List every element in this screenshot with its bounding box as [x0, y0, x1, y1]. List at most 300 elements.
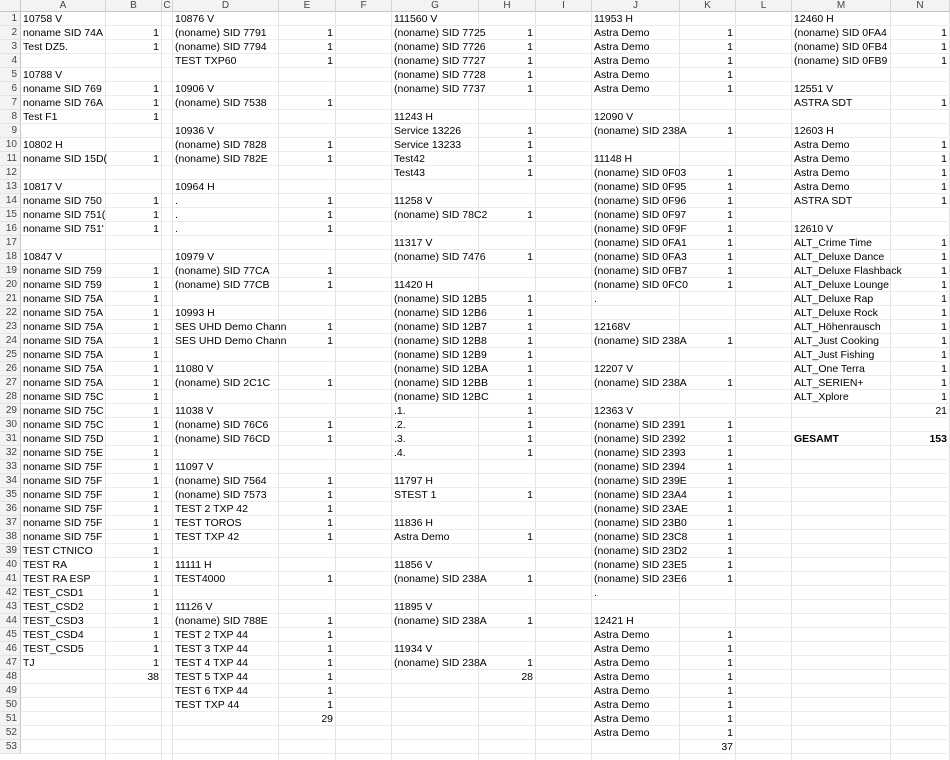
cell-label[interactable]: Astra Demo: [794, 181, 850, 193]
row-header[interactable]: 45: [0, 628, 21, 642]
column-header[interactable]: N: [891, 0, 950, 12]
row-header[interactable]: 5: [0, 68, 21, 82]
cell-label[interactable]: 111560 V: [394, 13, 438, 25]
cell-label[interactable]: Test43: [394, 167, 425, 179]
cell-value[interactable]: 1: [527, 377, 533, 389]
cell-label[interactable]: .: [175, 195, 178, 207]
cell-label[interactable]: 10802 H: [23, 139, 63, 151]
cell-label[interactable]: (noname) SID 77CB: [175, 279, 270, 291]
cell-label[interactable]: ALT_Just Fishing: [794, 349, 875, 361]
cell-value[interactable]: 1: [153, 531, 159, 543]
cell-label[interactable]: 12610 V: [794, 223, 834, 235]
row-header[interactable]: 25: [0, 348, 21, 362]
cell-value[interactable]: 1: [941, 195, 947, 207]
cell-value[interactable]: 1: [941, 307, 947, 319]
cell-label[interactable]: Astra Demo: [594, 69, 650, 81]
cell-value[interactable]: 1: [327, 55, 333, 67]
cell-value[interactable]: 1: [527, 419, 533, 431]
cell-label[interactable]: 11420 H: [394, 279, 433, 291]
row-header[interactable]: 30: [0, 418, 21, 432]
row-header[interactable]: 34: [0, 474, 21, 488]
cell-label[interactable]: noname SID 75A: [23, 377, 103, 389]
row-header[interactable]: 4: [0, 54, 21, 68]
cell-label[interactable]: (noname) SID 23A4: [594, 489, 687, 501]
cell-value[interactable]: 1: [527, 55, 533, 67]
cell-value[interactable]: 1: [727, 279, 733, 291]
cell-label[interactable]: (noname) SID 0FA4: [794, 27, 887, 39]
cell-label[interactable]: noname SID 75A: [23, 293, 103, 305]
cell-label[interactable]: 11097 V: [175, 461, 214, 473]
row-header[interactable]: 17: [0, 236, 21, 250]
cell-value[interactable]: 1: [527, 657, 533, 669]
cell-value[interactable]: 1: [327, 433, 333, 445]
cell-label[interactable]: TEST 5 TXP 44: [175, 671, 248, 683]
cell-label[interactable]: (noname) SID 0F95: [594, 181, 687, 193]
cell-label[interactable]: Astra Demo: [594, 629, 650, 641]
cell-value[interactable]: 1: [153, 629, 159, 641]
cell-label[interactable]: (noname) SID 788E: [175, 615, 268, 627]
cell-value[interactable]: 1: [527, 27, 533, 39]
cell-value[interactable]: 1: [153, 601, 159, 613]
cell-label[interactable]: 11934 V: [394, 643, 433, 655]
cell-value[interactable]: 1: [727, 545, 733, 557]
cell-value[interactable]: 1: [727, 629, 733, 641]
cell-value[interactable]: 1: [727, 55, 733, 67]
cell-value[interactable]: 1: [327, 97, 333, 109]
cell-value[interactable]: 1: [327, 573, 333, 585]
cell-label[interactable]: (noname) SID 77CA: [175, 265, 270, 277]
cell-label[interactable]: noname SID 15D(: [23, 153, 108, 165]
cell-value[interactable]: 1: [527, 447, 533, 459]
cell-label[interactable]: 10788 V: [23, 69, 63, 81]
cell-value[interactable]: 1: [941, 153, 947, 165]
cell-label[interactable]: (noname) SID 12BB: [394, 377, 488, 389]
cell-value[interactable]: 1: [941, 251, 947, 263]
cell-value[interactable]: 1: [527, 391, 533, 403]
cell-label[interactable]: noname SID 76A: [23, 97, 103, 109]
cell-label[interactable]: TEST RA: [23, 559, 68, 571]
cell-value[interactable]: 1: [727, 461, 733, 473]
cell-value[interactable]: 1: [327, 685, 333, 697]
row-header[interactable]: 6: [0, 82, 21, 96]
cell-value[interactable]: 1: [727, 713, 733, 725]
cell-value[interactable]: 28: [521, 671, 533, 683]
cell-value[interactable]: 1: [153, 363, 159, 375]
cell-label[interactable]: noname SID 75F: [23, 503, 103, 515]
cell-label[interactable]: Astra Demo: [594, 671, 650, 683]
cell-value[interactable]: 1: [153, 153, 159, 165]
cell-value[interactable]: 1: [327, 153, 333, 165]
cell-label[interactable]: 12421 H: [594, 615, 634, 627]
cell-label[interactable]: noname SID 75E: [23, 447, 103, 459]
cell-label[interactable]: 12551 V: [794, 83, 834, 95]
row-header[interactable]: 2: [0, 26, 21, 40]
cell-value[interactable]: 1: [327, 419, 333, 431]
row-header[interactable]: 1: [0, 12, 21, 26]
cell-label[interactable]: noname SID 75F: [23, 461, 103, 473]
cell-label[interactable]: ALT_Höhenrausch: [794, 321, 881, 333]
cell-label[interactable]: (noname) SID 7564: [175, 475, 267, 487]
cell-label[interactable]: noname SID 75A: [23, 321, 103, 333]
cell-label[interactable]: Astra Demo: [794, 153, 850, 165]
cell-label[interactable]: .1.: [394, 405, 406, 417]
cell-label[interactable]: .2.: [394, 419, 406, 431]
cell-value[interactable]: 1: [941, 363, 947, 375]
cell-label[interactable]: Astra Demo: [594, 41, 650, 53]
cell-value[interactable]: 1: [941, 377, 947, 389]
cell-label[interactable]: (noname) SID 0FA1: [594, 237, 687, 249]
cell-label[interactable]: (noname) SID 0F97: [594, 209, 687, 221]
cell-value[interactable]: 1: [527, 125, 533, 137]
cell-label[interactable]: .3.: [394, 433, 406, 445]
cell-label[interactable]: (noname) SID 12BA: [394, 363, 488, 375]
row-header[interactable]: 11: [0, 152, 21, 166]
cell-label[interactable]: 11111 H: [175, 559, 212, 571]
cell-value[interactable]: 1: [727, 265, 733, 277]
cell-value[interactable]: 1: [153, 447, 159, 459]
cell-label[interactable]: Astra Demo: [594, 727, 650, 739]
cell-label[interactable]: ALT_Deluxe Rock: [794, 307, 878, 319]
cell-label[interactable]: TEST 2 TXP 44: [175, 629, 248, 641]
row-header[interactable]: 50: [0, 698, 21, 712]
cell-value[interactable]: 1: [727, 237, 733, 249]
cell-value[interactable]: 1: [153, 517, 159, 529]
cell-value[interactable]: 1: [527, 433, 533, 445]
cell-label[interactable]: TEST_CSD2: [23, 601, 84, 613]
cell-label[interactable]: (noname) SID 7828: [175, 139, 267, 151]
cell-label[interactable]: noname SID 75F: [23, 475, 103, 487]
cell-value[interactable]: 1: [153, 335, 159, 347]
cell-value[interactable]: 1: [327, 265, 333, 277]
column-header[interactable]: A: [21, 0, 106, 12]
cell-value[interactable]: 153: [929, 433, 947, 445]
cell-label[interactable]: noname SID 75A: [23, 335, 103, 347]
row-header[interactable]: 28: [0, 390, 21, 404]
cell-value[interactable]: 1: [153, 615, 159, 627]
cell-value[interactable]: 1: [727, 209, 733, 221]
cell-value[interactable]: 1: [527, 167, 533, 179]
cell-value[interactable]: 1: [727, 167, 733, 179]
cell-label[interactable]: ALT_Deluxe Lounge: [794, 279, 889, 291]
cell-label[interactable]: Test F1: [23, 111, 58, 123]
cell-value[interactable]: 1: [527, 349, 533, 361]
cell-label[interactable]: Astra Demo: [594, 713, 650, 725]
cell-value[interactable]: 1: [153, 293, 159, 305]
cell-value[interactable]: 1: [153, 433, 159, 445]
cell-value[interactable]: 1: [941, 265, 947, 277]
column-header[interactable]: G: [392, 0, 479, 12]
cell-value[interactable]: 1: [527, 335, 533, 347]
cell-label[interactable]: (noname) SID 7737: [394, 83, 486, 95]
cell-label[interactable]: noname SID 75F: [23, 489, 103, 501]
cell-label[interactable]: noname SID 75A: [23, 363, 103, 375]
cell-label[interactable]: .: [594, 293, 597, 305]
row-header[interactable]: 43: [0, 600, 21, 614]
row-header[interactable]: 14: [0, 194, 21, 208]
row-header[interactable]: 51: [0, 712, 21, 726]
cell-value[interactable]: 1: [153, 349, 159, 361]
cell-label[interactable]: noname SID 75C: [23, 405, 104, 417]
cell-label[interactable]: TEST_CSD1: [23, 587, 84, 599]
cell-label[interactable]: 11856 V: [394, 559, 433, 571]
cell-value[interactable]: 1: [727, 419, 733, 431]
cell-label[interactable]: Astra Demo: [594, 83, 650, 95]
cell-value[interactable]: 1: [153, 307, 159, 319]
cell-label[interactable]: Test DZ5.: [23, 41, 68, 53]
cell-value[interactable]: 1: [327, 531, 333, 543]
cell-value[interactable]: 1: [327, 657, 333, 669]
cell-label[interactable]: 12603 H: [794, 125, 834, 137]
cell-value[interactable]: 1: [153, 209, 159, 221]
cell-value[interactable]: 1: [941, 41, 947, 53]
cell-label[interactable]: ALT_Deluxe Rap: [794, 293, 874, 305]
column-header[interactable]: J: [592, 0, 680, 12]
row-header[interactable]: 33: [0, 460, 21, 474]
cell-label[interactable]: 11080 V: [175, 363, 214, 375]
cell-value[interactable]: 1: [727, 433, 733, 445]
cell-label[interactable]: noname SID 769: [23, 83, 102, 95]
cell-label[interactable]: noname SID 75F: [23, 531, 103, 543]
cell-value[interactable]: 1: [153, 41, 159, 53]
cell-label[interactable]: TJ: [23, 657, 35, 669]
cell-label[interactable]: TEST TOROS: [175, 517, 242, 529]
cell-label[interactable]: (noname) SID 2394: [594, 461, 686, 473]
cell-label[interactable]: Astra Demo: [594, 699, 650, 711]
cell-value[interactable]: 1: [527, 307, 533, 319]
cell-label[interactable]: noname SID 75C: [23, 419, 104, 431]
cell-label[interactable]: noname SID 759: [23, 279, 102, 291]
column-header[interactable]: D: [173, 0, 279, 12]
cell-label[interactable]: (noname) SID 12BC: [394, 391, 489, 403]
cell-value[interactable]: 1: [941, 139, 947, 151]
cell-label[interactable]: Astra Demo: [594, 27, 650, 39]
cell-label[interactable]: (noname) SID 7728: [394, 69, 486, 81]
cell-label[interactable]: (noname) SID 12B6: [394, 307, 487, 319]
cell-value[interactable]: 1: [727, 251, 733, 263]
cell-value[interactable]: 1: [327, 517, 333, 529]
cell-label[interactable]: STEST 1: [394, 489, 437, 501]
row-header[interactable]: 35: [0, 488, 21, 502]
cell-value[interactable]: 1: [941, 335, 947, 347]
cell-value[interactable]: 1: [727, 727, 733, 739]
cell-label[interactable]: (noname) SID 23E6: [594, 573, 687, 585]
cell-value[interactable]: 1: [153, 195, 159, 207]
cell-value[interactable]: 37: [721, 741, 733, 753]
cell-label[interactable]: (noname) SID 0FB9: [794, 55, 888, 67]
cell-label[interactable]: (noname) SID 2393: [594, 447, 686, 459]
row-header[interactable]: 20: [0, 278, 21, 292]
row-header[interactable]: 15: [0, 208, 21, 222]
row-header[interactable]: 52: [0, 726, 21, 740]
cell-label[interactable]: TEST CTNICO: [23, 545, 93, 557]
cell-value[interactable]: 1: [153, 111, 159, 123]
cell-label[interactable]: ALT_Just Cooking: [794, 335, 880, 347]
cell-value[interactable]: 1: [153, 475, 159, 487]
column-header[interactable]: B: [106, 0, 162, 12]
cell-label[interactable]: 12363 V: [594, 405, 634, 417]
cell-label[interactable]: ALT_Xplore: [794, 391, 849, 403]
cell-value[interactable]: 1: [153, 265, 159, 277]
cell-label[interactable]: 12460 H: [794, 13, 834, 25]
cell-label[interactable]: Test42: [394, 153, 425, 165]
row-header[interactable]: 19: [0, 264, 21, 278]
cell-label[interactable]: (noname) SID 0FA3: [594, 251, 687, 263]
cell-label[interactable]: (noname) SID 0FB4: [794, 41, 888, 53]
cell-label[interactable]: (noname) SID 238A: [394, 657, 487, 669]
cell-label[interactable]: Astra Demo: [794, 167, 850, 179]
cell-label[interactable]: (noname) SID 0F96: [594, 195, 687, 207]
cell-value[interactable]: 1: [527, 209, 533, 221]
cell-value[interactable]: 1: [941, 321, 947, 333]
cell-label[interactable]: (noname) SID 12B5: [394, 293, 487, 305]
cell-value[interactable]: 1: [327, 629, 333, 641]
cell-value[interactable]: 1: [153, 587, 159, 599]
cell-value[interactable]: 1: [153, 97, 159, 109]
cell-value[interactable]: 1: [327, 27, 333, 39]
cell-value[interactable]: 1: [727, 685, 733, 697]
cell-label[interactable]: (noname) SID 0FB7: [594, 265, 688, 277]
cell-label[interactable]: (noname) SID 12B7: [394, 321, 487, 333]
cell-label[interactable]: 10979 V: [175, 251, 215, 263]
cell-label[interactable]: 12207 V: [594, 363, 634, 375]
cell-label[interactable]: SES UHD Demo Chann: [175, 321, 287, 333]
cell-value[interactable]: 1: [941, 349, 947, 361]
cell-label[interactable]: 10847 V: [23, 251, 63, 263]
cell-value[interactable]: 1: [727, 83, 733, 95]
row-header[interactable]: 21: [0, 292, 21, 306]
row-header[interactable]: 40: [0, 558, 21, 572]
cell-label[interactable]: (noname) SID 238A: [394, 615, 487, 627]
cell-label[interactable]: (noname) SID 7791: [175, 27, 267, 39]
row-header[interactable]: 47: [0, 656, 21, 670]
row-header[interactable]: 38: [0, 530, 21, 544]
column-header[interactable]: C: [162, 0, 173, 12]
cell-label[interactable]: (noname) SID 7725: [394, 27, 486, 39]
cell-label[interactable]: 11148 H: [594, 153, 633, 165]
cell-value[interactable]: 1: [727, 475, 733, 487]
cell-label[interactable]: 10876 V: [175, 13, 215, 25]
cell-label[interactable]: (noname) SID 23B0: [594, 517, 687, 529]
cell-label[interactable]: (noname) SID 2391: [594, 419, 686, 431]
row-header[interactable]: 37: [0, 516, 21, 530]
cell-value[interactable]: 1: [727, 643, 733, 655]
cell-value[interactable]: 1: [327, 489, 333, 501]
cell-label[interactable]: .4.: [394, 447, 406, 459]
cell-label[interactable]: 11038 V: [175, 405, 214, 417]
cell-value[interactable]: 1: [527, 573, 533, 585]
cell-label[interactable]: 11317 V: [394, 237, 433, 249]
cell-value[interactable]: 1: [727, 657, 733, 669]
cell-label[interactable]: TEST TXP 44: [175, 699, 240, 711]
cell-label[interactable]: 10993 H: [175, 307, 215, 319]
cell-label[interactable]: (noname) SID 238A: [394, 573, 487, 585]
cell-label[interactable]: noname SID 750: [23, 195, 102, 207]
cell-value[interactable]: 1: [327, 279, 333, 291]
cell-label[interactable]: noname SID 75A: [23, 349, 103, 361]
row-header[interactable]: 22: [0, 306, 21, 320]
cell-label[interactable]: 10936 V: [175, 125, 215, 137]
cell-label[interactable]: (noname) SID 238A: [594, 335, 687, 347]
cell-value[interactable]: 1: [727, 335, 733, 347]
cell-value[interactable]: 1: [327, 699, 333, 711]
cell-label[interactable]: (noname) SID 7727: [394, 55, 486, 67]
row-header[interactable]: 49: [0, 684, 21, 698]
cell-value[interactable]: 1: [941, 293, 947, 305]
row-header[interactable]: 18: [0, 250, 21, 264]
cell-value[interactable]: 1: [941, 97, 947, 109]
row-header[interactable]: 7: [0, 96, 21, 110]
cell-label[interactable]: (noname) SID 239E: [594, 475, 687, 487]
cell-label[interactable]: Astra Demo: [594, 643, 650, 655]
row-header[interactable]: 26: [0, 362, 21, 376]
cell-label[interactable]: noname SID 75F: [23, 517, 103, 529]
cell-value[interactable]: 1: [153, 461, 159, 473]
cell-label[interactable]: (noname) SID 7476: [394, 251, 486, 263]
cell-value[interactable]: 1: [327, 671, 333, 683]
column-header[interactable]: K: [680, 0, 736, 12]
cell-value[interactable]: 1: [941, 181, 947, 193]
cell-label[interactable]: TEST 6 TXP 44: [175, 685, 248, 697]
column-header[interactable]: E: [279, 0, 336, 12]
cell-value[interactable]: 1: [153, 391, 159, 403]
cell-value[interactable]: 1: [727, 69, 733, 81]
cell-label[interactable]: 11797 H: [394, 475, 433, 487]
cell-value[interactable]: 1: [941, 391, 947, 403]
row-header[interactable]: 31: [0, 432, 21, 446]
cell-label[interactable]: (noname) SID 0F9F: [594, 223, 687, 235]
cell-value[interactable]: 1: [527, 615, 533, 627]
cell-label[interactable]: ASTRA SDT: [794, 97, 853, 109]
cell-value[interactable]: 1: [527, 531, 533, 543]
cell-value[interactable]: 1: [327, 377, 333, 389]
cell-value[interactable]: 1: [727, 377, 733, 389]
cell-value[interactable]: 1: [527, 153, 533, 165]
cell-value[interactable]: 1: [527, 489, 533, 501]
cell-value[interactable]: 1: [327, 475, 333, 487]
cell-label[interactable]: (noname) SID 7538: [175, 97, 267, 109]
cell-value[interactable]: 1: [327, 41, 333, 53]
cell-label[interactable]: (noname) SID 12B8: [394, 335, 487, 347]
cell-value[interactable]: 1: [727, 195, 733, 207]
cell-value[interactable]: 1: [727, 699, 733, 711]
cell-label[interactable]: (noname) SID 238A: [594, 377, 687, 389]
row-header[interactable]: 3: [0, 40, 21, 54]
cell-label[interactable]: (noname) SID 76CD: [175, 433, 271, 445]
cell-label[interactable]: (noname) SID 23E5: [594, 559, 687, 571]
cell-label[interactable]: TEST TXP 42: [175, 531, 240, 543]
cell-value[interactable]: 1: [153, 405, 159, 417]
row-header[interactable]: 27: [0, 376, 21, 390]
cell-label[interactable]: (noname) SID 2392: [594, 433, 686, 445]
row-header[interactable]: 8: [0, 110, 21, 124]
cell-label[interactable]: (noname) SID 7794: [175, 41, 267, 53]
cell-label[interactable]: (noname) SID 23D2: [594, 545, 688, 557]
row-header[interactable]: 53: [0, 740, 21, 754]
cell-label[interactable]: ALT_Deluxe Dance: [794, 251, 885, 263]
cell-label[interactable]: ASTRA SDT: [794, 195, 853, 207]
cell-label[interactable]: .: [594, 587, 597, 599]
cell-value[interactable]: 1: [153, 377, 159, 389]
cell-value[interactable]: 1: [153, 545, 159, 557]
cell-value[interactable]: 1: [327, 335, 333, 347]
column-header[interactable]: I: [536, 0, 592, 12]
cell-value[interactable]: 1: [153, 27, 159, 39]
select-all-corner[interactable]: [0, 0, 21, 12]
cell-label[interactable]: Service 13233: [394, 139, 462, 151]
column-header[interactable]: L: [736, 0, 792, 12]
cell-label[interactable]: (noname) SID 782E: [175, 153, 268, 165]
cell-label[interactable]: noname SID 759: [23, 265, 102, 277]
